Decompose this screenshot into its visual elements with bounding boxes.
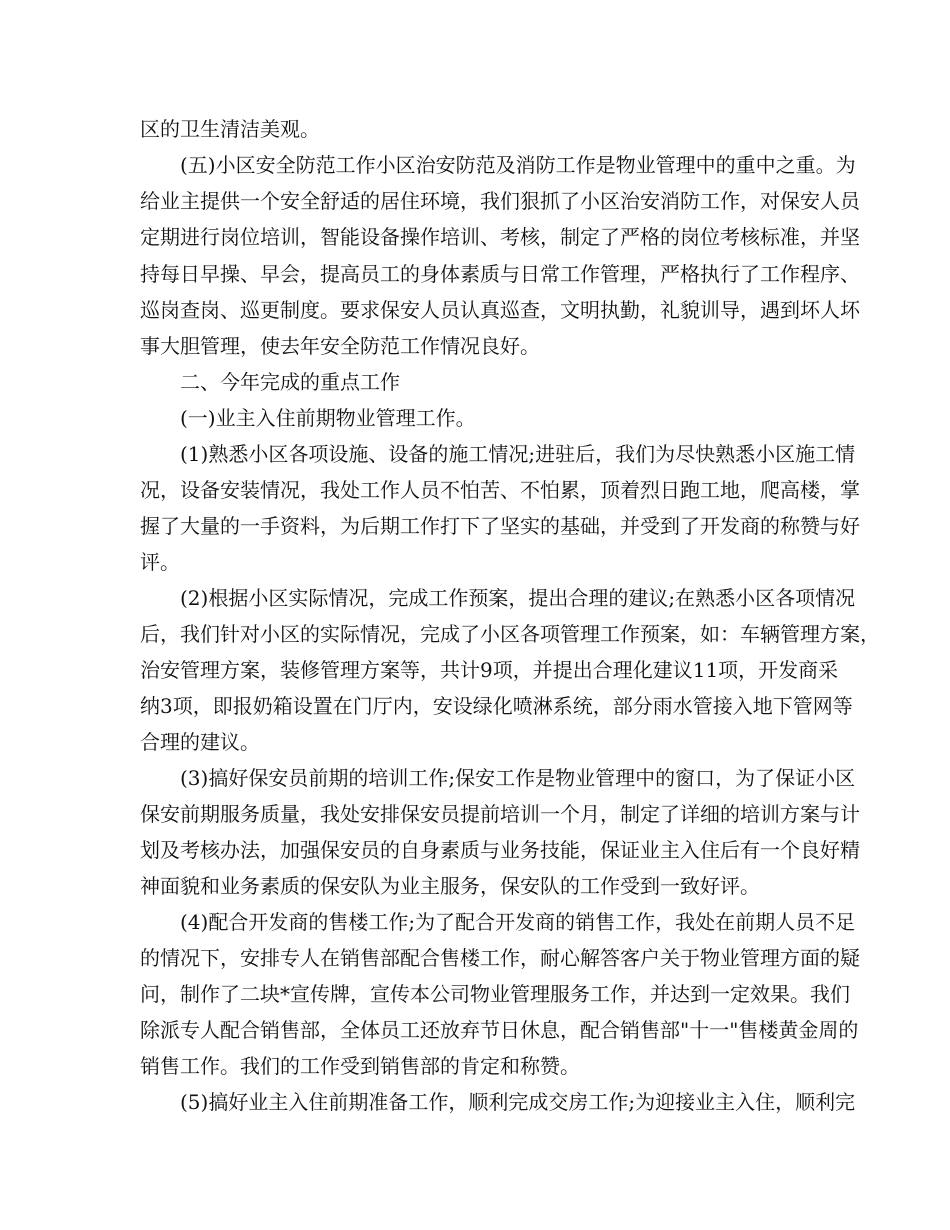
text-line: 划及考核办法，加强保安员的自身素质与业务技能，保证业主入住后有一个良好精 [140, 838, 860, 862]
text-line: (5)搞好业主入住前期准备工作，顺利完成交房工作;为迎接业主入住，顺利完 [180, 1090, 856, 1114]
text-line: 纳3项，即报奶箱设置在门厅内，安设绿化喷淋系统，部分雨水管接入地下管网等 [140, 694, 853, 718]
text-line: 定期进行岗位培训，智能设备操作培训、考核，制定了严格的岗位考核标准，并坚 [140, 225, 860, 249]
text-line: 合理的建议。 [140, 730, 260, 754]
text-line: 持每日早操、早会，提高员工的身体素质与日常工作管理，严格执行了工作程序、 [140, 262, 860, 286]
text-line: 巡岗查岗、巡更制度。要求保安人员认真巡查，文明执勤，礼貌训导，遇到坏人坏 [140, 298, 860, 322]
section-heading: 二、今年完成的重点工作 [180, 370, 400, 394]
text-line: 事大胆管理，使去年安全防范工作情况良好。 [140, 334, 540, 358]
text-line: 区的卫生清洁美观。 [140, 117, 320, 141]
text-line: 况，设备安装情况，我处工作人员不怕苦、不怕累，顶着烈日跑工地，爬高楼，掌 [140, 478, 860, 502]
text-line: 治安管理方案，装修管理方案等，共计9项，并提出合理化建议11项，开发商采 [140, 658, 839, 682]
text-line: (2)根据小区实际情况，完成工作预案，提出合理的建议;在熟悉小区各项情况 [180, 586, 856, 610]
text-line: 的情况下，安排专人在销售部配合售楼工作，耐心解答客户关于物业管理方面的疑 [140, 946, 860, 970]
text-line: 销售工作。我们的工作受到销售部的肯定和称赞。 [140, 1054, 580, 1078]
text-line: (五)小区安全防范工作小区治安防范及消防工作是物业管理中的重中之重。为 [180, 153, 856, 177]
text-line: 握了大量的一手资料，为后期工作打下了坚实的基础，并受到了开发商的称赞与好 [140, 514, 860, 538]
text-line: 评。 [140, 550, 180, 574]
text-line: 给业主提供一个安全舒适的居住环境，我们狠抓了小区治安消防工作，对保安人员 [140, 189, 860, 213]
text-line: 后，我们针对小区的实际情况，完成了小区各项管理工作预案，如：车辆管理方案， [140, 622, 880, 646]
subsection-heading: (一)业主入住前期物业管理工作。 [180, 406, 476, 430]
text-line: (4)配合开发商的售楼工作;为了配合开发商的销售工作，我处在前期人员不足 [180, 910, 856, 934]
text-line: 神面貌和业务素质的保安队为业主服务，保安队的工作受到一致好评。 [140, 874, 760, 898]
text-line: (3)搞好保安员前期的培训工作;保安工作是物业管理中的窗口，为了保证小区 [180, 766, 856, 790]
text-line: 问，制作了二块*宣传牌，宣传本公司物业管理服务工作，并达到一定效果。我们 [140, 982, 850, 1006]
text-line: 除派专人配合销售部，全体员工还放弃节日休息，配合销售部"十一"售楼黄金周的 [140, 1018, 859, 1042]
text-line: (1)熟悉小区各项设施、设备的施工情况;进驻后，我们为尽快熟悉小区施工情 [180, 442, 856, 466]
text-line: 保安前期服务质量，我处安排保安员提前培训一个月，制定了详细的培训方案与计 [140, 802, 860, 826]
